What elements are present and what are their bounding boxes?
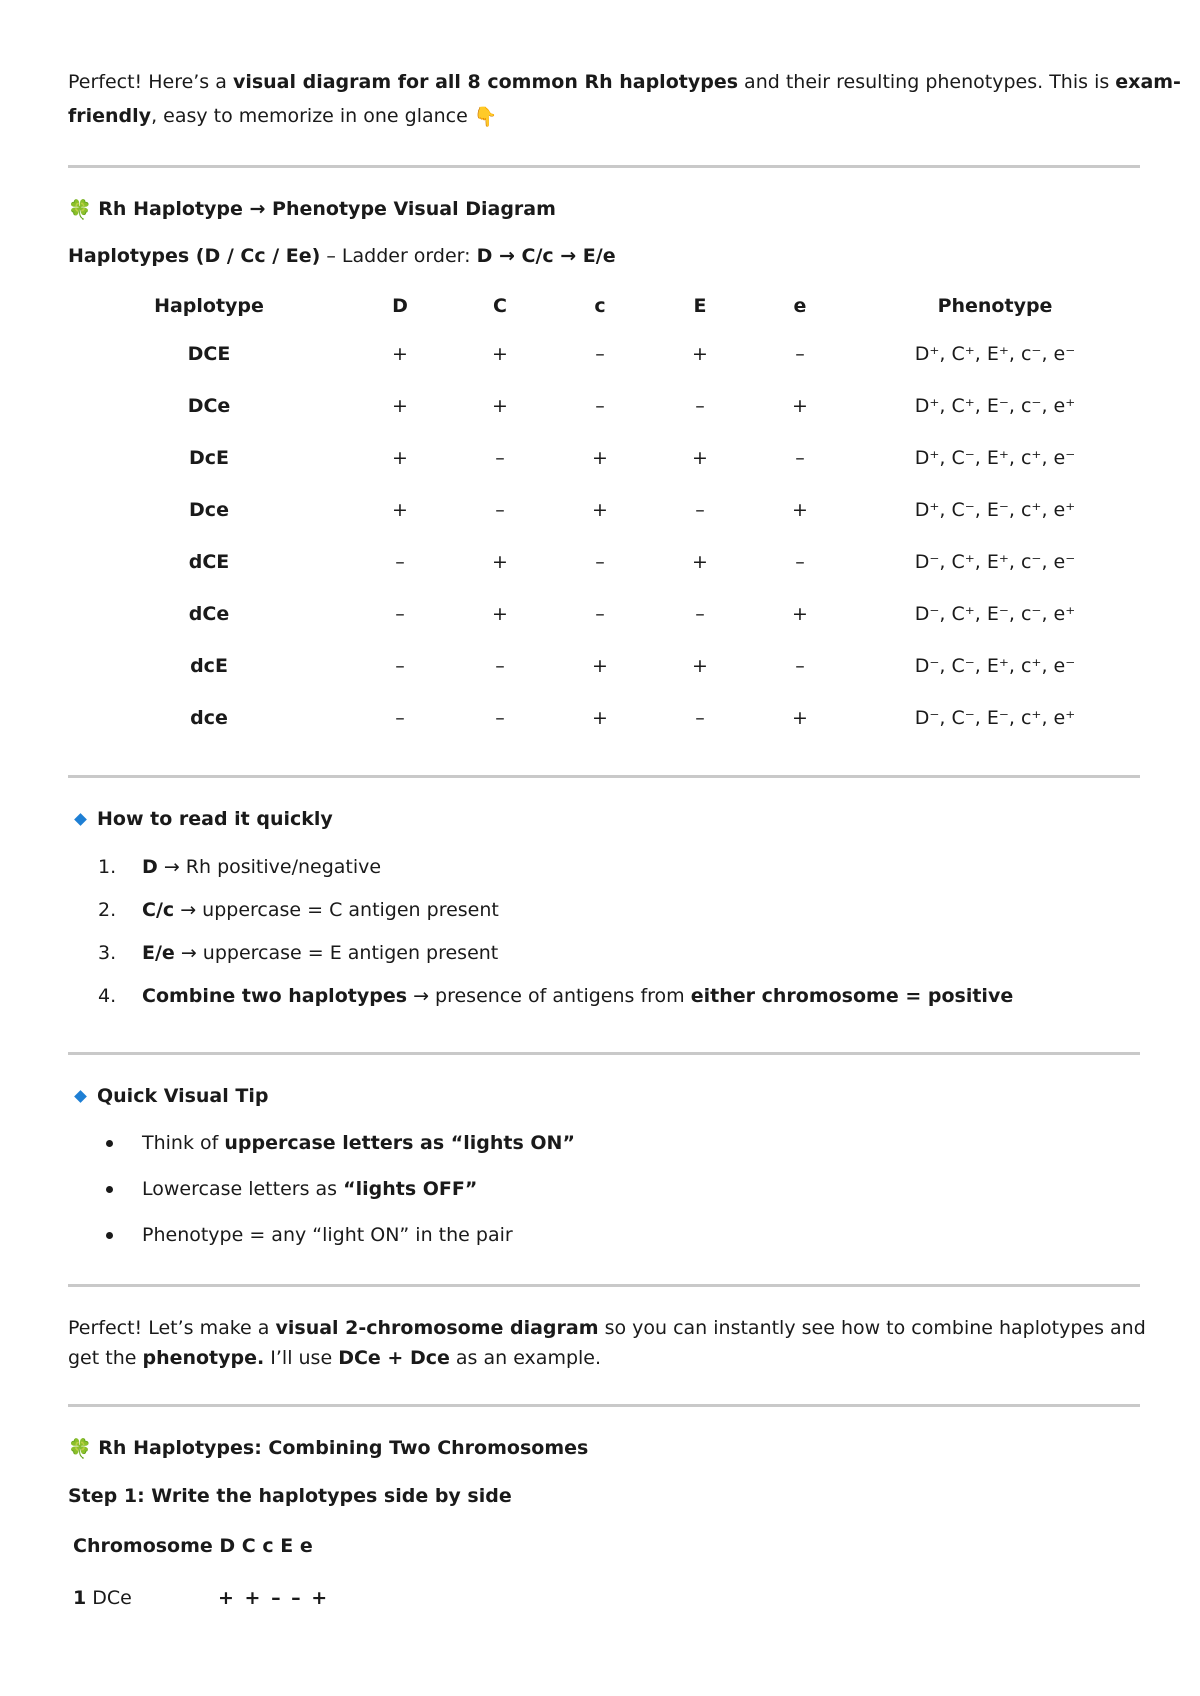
antigen-cell: + — [392, 395, 408, 417]
antigen-cell: – — [395, 655, 405, 677]
diamond-icon — [74, 1090, 87, 1103]
intro-paragraph-line2 — [68, 102, 498, 131]
step1-label: Step 1: Write the haplotypes side by side — [68, 1485, 512, 1507]
antigen-cell: – — [495, 447, 505, 469]
outro-bold: DCe + Dce — [338, 1347, 450, 1369]
table-row — [68, 328, 1140, 380]
antigen-cell: + — [592, 447, 608, 469]
antigen-cell: + — [392, 499, 408, 521]
haplotype-cell: DCE — [187, 343, 231, 365]
antigen-cell: – — [795, 447, 805, 469]
haplotype-cell: dCe — [188, 603, 230, 625]
bullet-item-text: Think of — [142, 1132, 225, 1154]
haplotype-cell: DCe — [187, 395, 231, 417]
table-row — [68, 484, 1140, 536]
antigen-cell: – — [595, 551, 605, 573]
antigen-cell: + — [492, 603, 508, 625]
outro-text: so you can instantly see how to combine haplotypes and — [598, 1317, 1146, 1339]
antigen-cell: – — [495, 707, 505, 729]
list-item-text: → Rh positive/negative — [157, 856, 382, 878]
bullet-icon — [106, 1140, 113, 1147]
list-number: 2. — [98, 899, 117, 921]
header-d: D — [392, 295, 408, 317]
diamond-icon — [74, 813, 87, 826]
tip-title: Quick Visual Tip — [97, 1085, 269, 1107]
divider — [68, 1284, 1140, 1287]
antigen-cell: + — [492, 343, 508, 365]
bullet-icon — [106, 1186, 113, 1193]
intro-bold: friendly — [68, 105, 152, 127]
section-title: Rh Haplotype → Phenotype Visual Diagram — [98, 198, 556, 220]
bullet-item-bold: “lights OFF” — [343, 1178, 478, 1200]
antigen-cell: + — [792, 395, 808, 417]
subtitle-order: D → C/c → E/e — [476, 245, 616, 267]
antigen-cell: – — [595, 603, 605, 625]
antigen-cell: – — [695, 603, 705, 625]
clover-icon: 🍀 — [68, 198, 92, 221]
subtitle-text: – Ladder order: — [320, 245, 477, 267]
bullet-icon — [106, 1232, 113, 1239]
haplotype-cell: dCE — [188, 551, 230, 573]
table-row — [68, 380, 1140, 432]
intro-text: , easy to memorize in one glance — [151, 105, 468, 127]
antigen-cell: + — [692, 551, 708, 573]
table-row — [68, 536, 1140, 588]
antigen-cell: + — [492, 551, 508, 573]
antigen-cell: + — [692, 343, 708, 365]
list-item-text: → uppercase = E antigen present — [174, 942, 499, 964]
antigen-cell: + — [492, 395, 508, 417]
divider — [68, 1404, 1140, 1407]
table-row — [68, 692, 1140, 744]
divider — [68, 1052, 1140, 1055]
antigen-cell: + — [592, 707, 608, 729]
haplotype-cell: DcE — [188, 447, 229, 469]
list-item — [142, 939, 498, 967]
antigen-cell: – — [795, 343, 805, 365]
antigen-cell: – — [495, 655, 505, 677]
list-item-bold: D — [142, 856, 158, 878]
outro-text: get the — [68, 1347, 143, 1369]
list-item-bold: Combine two haplotypes — [142, 985, 408, 1007]
bullet-item-text: Phenotype = any “light ON” in the pair — [142, 1224, 513, 1246]
antigen-cell: – — [695, 707, 705, 729]
intro-bold: exam- — [1115, 71, 1181, 93]
table-row — [68, 640, 1140, 692]
section2-heading — [68, 1434, 588, 1463]
header-haplotype: Haplotype — [154, 295, 264, 317]
chromosome-number: 1 — [73, 1587, 87, 1609]
bullet-item-bold: uppercase letters as “lights ON” — [224, 1132, 575, 1154]
list-item-text: → presence of antigens from — [407, 985, 691, 1007]
phenotype-cell: D⁺, C⁻, E⁺, c⁺, e⁻ — [914, 447, 1076, 469]
header-c-lower: c — [594, 295, 606, 317]
list-number: 4. — [98, 985, 117, 1007]
bullet-item — [142, 1129, 575, 1157]
outro-text: as an example. — [449, 1347, 602, 1369]
antigen-cell: – — [395, 551, 405, 573]
chromosome-haplotype: DCe — [92, 1587, 132, 1609]
antigen-cell: – — [795, 655, 805, 677]
phenotype-cell: D⁺, C⁻, E⁻, c⁺, e⁺ — [914, 499, 1076, 521]
intro-text: and their resulting phenotypes. This is — [738, 71, 1116, 93]
section2-title: Rh Haplotypes: Combining Two Chromosomes — [98, 1437, 589, 1459]
antigen-cell: + — [592, 499, 608, 521]
list-item — [142, 853, 381, 881]
antigen-cell: + — [792, 499, 808, 521]
antigen-cell: – — [795, 551, 805, 573]
antigen-cell: – — [595, 395, 605, 417]
outro-bold: visual 2-chromosome diagram — [275, 1317, 599, 1339]
outro-text: Perfect! Let’s make a — [68, 1317, 276, 1339]
header-phenotype: Phenotype — [937, 295, 1053, 317]
haplotype-table — [68, 284, 1140, 744]
subtitle-bold: Haplotypes (D / Cc / Ee) — [68, 245, 321, 267]
list-item — [142, 982, 1013, 1010]
outro-paragraph-line2 — [68, 1344, 601, 1372]
pointing-down-icon: 👇 — [473, 105, 498, 128]
antigen-cell: – — [395, 603, 405, 625]
outro-text: I’ll use — [264, 1347, 339, 1369]
phenotype-cell: D⁺, C⁺, E⁺, c⁻, e⁻ — [914, 343, 1076, 365]
subtitle — [68, 242, 616, 270]
list-number: 3. — [98, 942, 117, 964]
header-e-upper: E — [693, 295, 707, 317]
section-heading — [68, 195, 556, 224]
clover-icon: 🍀 — [68, 1437, 92, 1460]
phenotype-cell: D⁻, C⁺, E⁻, c⁻, e⁺ — [914, 603, 1076, 625]
antigen-cell: + — [392, 343, 408, 365]
table-row — [68, 432, 1140, 484]
list-number: 1. — [98, 856, 117, 878]
antigen-cell: – — [395, 707, 405, 729]
header-e-lower: e — [793, 295, 807, 317]
intro-text: Perfect! Here’s a — [68, 71, 233, 93]
howto-title: How to read it quickly — [97, 808, 333, 830]
antigen-cell: + — [392, 447, 408, 469]
table-header-row — [68, 284, 1140, 328]
howto-heading — [76, 805, 333, 833]
phenotype-cell: D⁺, C⁺, E⁻, c⁻, e⁺ — [914, 395, 1076, 417]
antigen-cell: + — [692, 655, 708, 677]
antigen-cell: + — [792, 707, 808, 729]
intro-paragraph — [68, 68, 1181, 96]
phenotype-cell: D⁻, C⁺, E⁺, c⁻, e⁻ — [914, 551, 1076, 573]
chromosome-row — [73, 1584, 132, 1612]
list-item-bold: either chromosome = positive — [690, 985, 1014, 1007]
tip-heading — [76, 1082, 268, 1110]
bullet-item — [142, 1221, 513, 1249]
antigen-cell: – — [695, 395, 705, 417]
bullet-item — [142, 1175, 477, 1203]
chromosome-header: Chromosome D C c E e — [73, 1535, 313, 1557]
haplotype-cell: Dce — [189, 499, 229, 521]
antigen-cell: + — [792, 603, 808, 625]
phenotype-cell: D⁻, C⁻, E⁻, c⁺, e⁺ — [914, 707, 1076, 729]
bullet-item-text: Lowercase letters as — [142, 1178, 344, 1200]
antigen-cell: + — [592, 655, 608, 677]
haplotype-cell: dcE — [190, 655, 228, 677]
divider — [68, 775, 1140, 778]
list-item — [142, 896, 499, 924]
list-item-bold: C/c — [142, 899, 175, 921]
chromosome-values: + + – – + — [218, 1587, 330, 1609]
phenotype-cell: D⁻, C⁻, E⁺, c⁺, e⁻ — [914, 655, 1076, 677]
divider — [68, 165, 1140, 168]
antigen-cell: – — [495, 499, 505, 521]
list-item-bold: E/e — [142, 942, 175, 964]
table-row — [68, 588, 1140, 640]
outro-bold: phenotype. — [142, 1347, 265, 1369]
antigen-cell: + — [692, 447, 708, 469]
list-item-text: → uppercase = C antigen present — [174, 899, 499, 921]
haplotype-cell: dce — [190, 707, 228, 729]
antigen-cell: – — [695, 499, 705, 521]
intro-bold: visual diagram for all 8 common Rh haplotypes — [232, 71, 739, 93]
outro-paragraph — [68, 1314, 1146, 1342]
header-c-upper: C — [493, 295, 507, 317]
antigen-cell: – — [595, 343, 605, 365]
